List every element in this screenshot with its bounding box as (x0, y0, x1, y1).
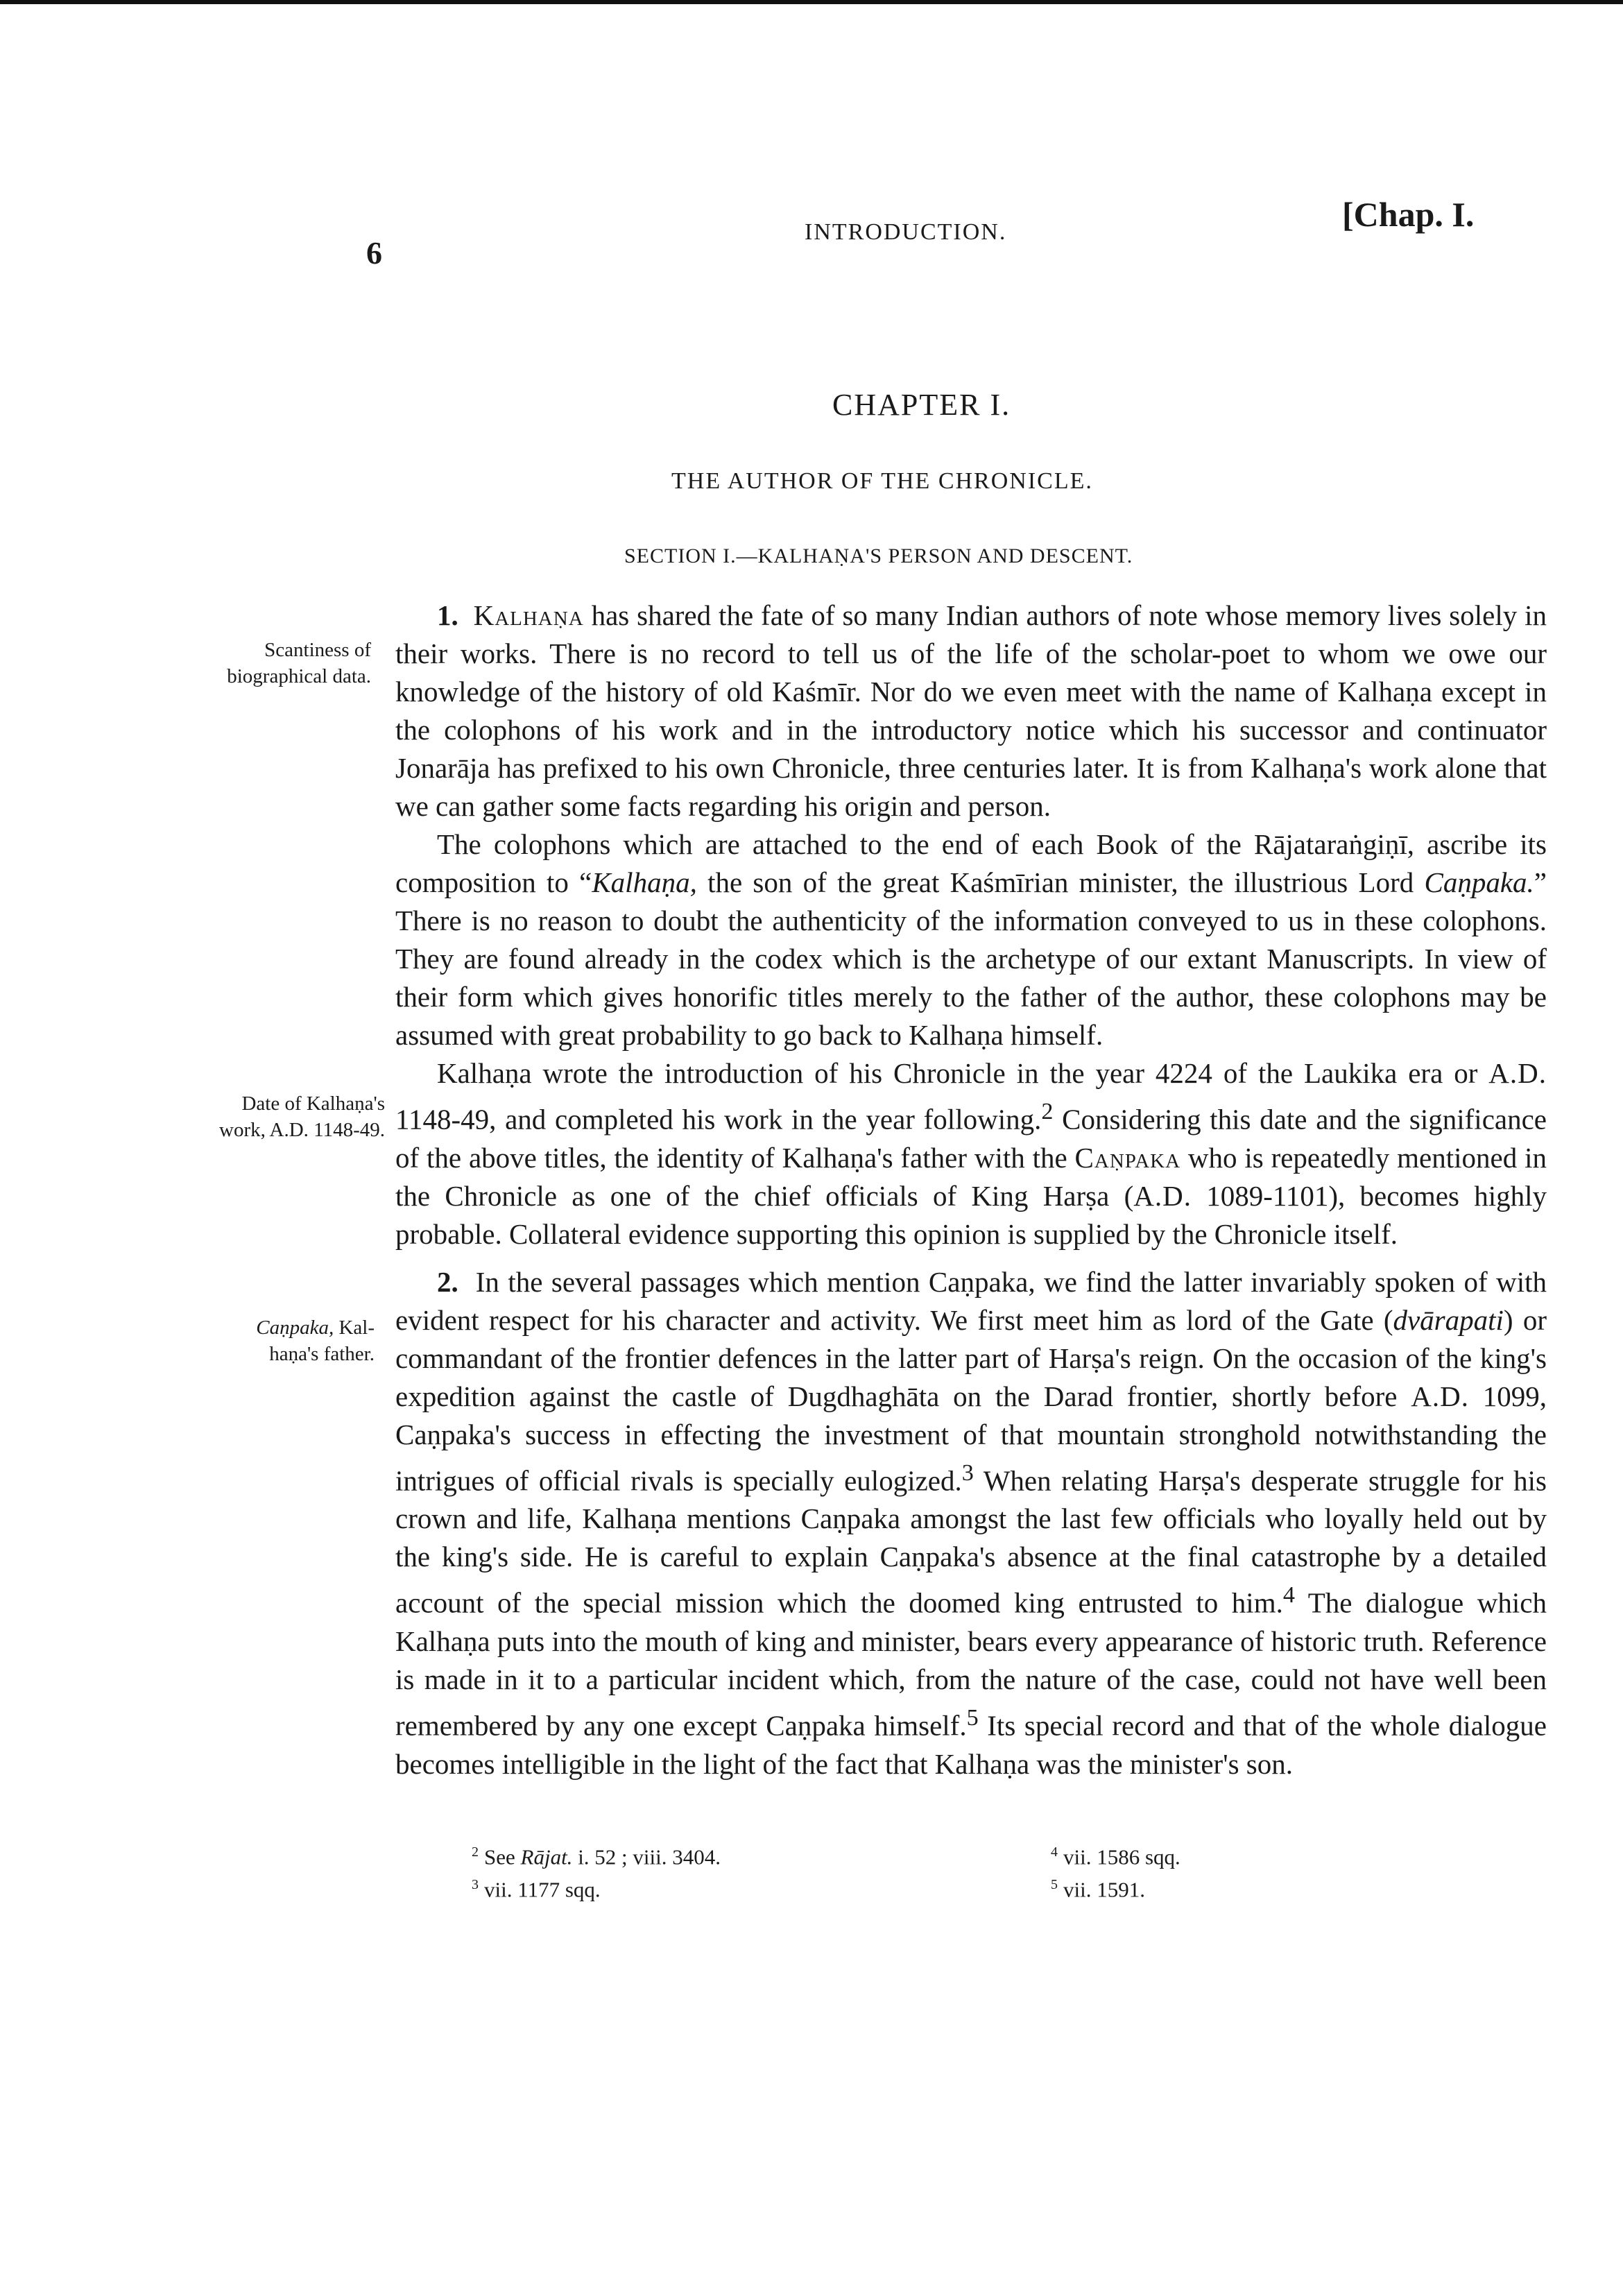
paragraph-text: 1148-49, and completed his work in the year following. (395, 1103, 1042, 1136)
footnote-mark: 3 (472, 1877, 479, 1893)
footnote-mark: 5 (1051, 1877, 1058, 1893)
footnote-ref[interactable]: 5 (966, 1704, 979, 1731)
footnote-mark: 2 (472, 1844, 479, 1860)
footnote (472, 1838, 721, 1871)
era-abbrev: A.D. (1488, 1057, 1547, 1089)
paragraph-text: When relating Harṣa's desperate struggle for his crown and life, Kalhaṇa mentions Caṇpaka amongst the last few officials who loyally held out by the king's side. He is careful to explain Caṇpaka's absence at the final catastrophe by a detailed account of the special mission which the doomed king entrusted to him. (395, 1464, 1547, 1619)
footnote-text: vii. 1586 sqq. (1063, 1844, 1180, 1869)
margin-note-italic: Caṇpaka, (256, 1317, 334, 1339)
chapter-title: THE AUTHOR OF THE CHRONICLE. (671, 468, 1093, 494)
footnotes-left (472, 1838, 721, 1904)
margin-note-date (156, 1090, 385, 1143)
margin-note-line: Scantiness of (264, 639, 371, 661)
paragraph-text: 1089-1101), becomes highly probable. Collateral evidence supporting this opinion is supplied by the Chronicle itself. (395, 1179, 1547, 1250)
section-title: SECTION I.—KALHAṆA'S PERSON AND DESCENT. (624, 545, 1133, 567)
main-text (395, 597, 1547, 1783)
margin-note-line: biographical data. (227, 665, 371, 687)
italic-name: Kalhaṇa, (592, 866, 697, 898)
paragraph-text: ” There is no reason to doubt the authenticity of the information conveyed to us in these colophons. They are found already in the codex which is the archetype of our extant Manuscripts. In view of their form which gives honorific titles merely to the father of the author, these colophons may be assumed with great probability to go back to Kalhaṇa himself. (395, 866, 1547, 1051)
paragraph-text: has shared the fate of so many Indian authors of note whose memory lives solely in their works. There is no record to tell us of the life of the scholar-poet to whom we owe our knowledge of the history of old Kaśmīr. Nor do we even meet with the name of Kalhaṇa except in the colophons of his work and in the introductory notice which his successor and continuator Jonarāja has prefixed to his own Chronicle, three centuries later. It is from Kalhaṇa's work alone that we can gather some facts regarding his origin and person. (395, 599, 1547, 822)
margin-note-line: Date of Kalhaṇa's (241, 1093, 385, 1115)
chapter-heading: CHAPTER I. (832, 388, 1011, 422)
chapter-label: [Chap. I. (1342, 195, 1475, 234)
paragraph-text: Considering this date and the significance of the above titles, the identity of Kalhaṇa's father with the (395, 1103, 1547, 1174)
margin-note-canpaka (146, 1314, 375, 1367)
footnote-ref[interactable]: 2 (1041, 1099, 1054, 1124)
paragraph-text: 1099, Caṇpaka's success in effecting the investment of that mountain stronghold notwithstanding the intrigues of official rivals is specially eulogized. (395, 1380, 1547, 1497)
footnote (1051, 1871, 1180, 1903)
footnote (472, 1871, 721, 1903)
footnote-ref-title: Rājat. (520, 1844, 573, 1869)
author-name-smallcaps: Kalhaṇa (473, 599, 584, 631)
footnote-ref[interactable]: 3 (961, 1459, 974, 1486)
top-border-rule (0, 0, 1623, 4)
paragraph-text: ) or commandant of the frontier defences in the latter part of Harṣa's reign. On the occasion of the king's expedition against the castle of Dugdhaghāta on the Darad frontier, shortly before (395, 1303, 1547, 1412)
paragraph-text: who is repeatedly mentioned in the Chronicle as one of the chief officials of King Harṣa ( (395, 1141, 1547, 1212)
footnote (1051, 1838, 1180, 1871)
footnote-text: i. 52 ; viii. 3404. (572, 1844, 721, 1869)
paragraph-text: Kalhaṇa wrote the introduction of his Chronicle in the year 4224 of the Laukika era or (437, 1057, 1489, 1089)
italic-name: Caṇpaka. (1424, 866, 1534, 898)
footnote-text: vii. 1591. (1063, 1877, 1145, 1902)
paragraph-4 (395, 1263, 1547, 1783)
paragraph-text: In the several passages which mention Caṇpaka, we find the latter invariably spoken of with evident respect for his character and activity. We first meet him as lord of the Gate ( (395, 1265, 1547, 1336)
margin-note-text: Kal- (334, 1317, 375, 1339)
paragraph-number: 2. (437, 1265, 458, 1298)
paragraph-text: Its special record and that of the whole dialogue becomes intelligible in the light of the fact that Kalhaṇa was the minister's son. (395, 1709, 1547, 1780)
paragraph-text: The colophons which are attached to the end of each Book of the Rājataraṅgiṇī, ascribe its composition to “ (395, 828, 1547, 898)
running-title: INTRODUCTION. (805, 219, 1007, 245)
paragraph-text: The dialogue which Kalhaṇa puts into the mouth of king and minister, bears every appearance of historic truth. Reference is made in it to a particular incident which, from the nature of the case, could not have well been remembered by any one except Caṇpaka himself. (395, 1586, 1547, 1742)
paragraph-text: the son of the great Kaśmīrian minister, the illustrious Lord (696, 866, 1425, 898)
margin-note-line: haṇa's father. (269, 1343, 375, 1365)
italic-term: dvārapati (1393, 1303, 1504, 1336)
margin-note-line: work, A.D. 1148-49. (219, 1119, 385, 1141)
paragraph-2 (395, 825, 1547, 1054)
era-abbrev: A.D. (1411, 1380, 1469, 1412)
margin-note-scantiness (142, 637, 371, 689)
footnote-text: See (484, 1844, 521, 1869)
footnote-mark: 4 (1051, 1844, 1058, 1860)
footnote-ref[interactable]: 4 (1282, 1582, 1295, 1609)
paragraph-1 (395, 597, 1547, 825)
footnote-text: vii. 1177 sqq. (484, 1877, 601, 1902)
paragraph-3 (395, 1054, 1547, 1253)
name-smallcaps: Caṇpaka (1074, 1141, 1181, 1174)
era-abbrev: A.D. (1133, 1179, 1192, 1212)
margin-note-line (146, 1314, 375, 1341)
paragraph-number: 1. (437, 599, 458, 631)
page-number: 6 (366, 235, 382, 271)
footnotes-right (1051, 1838, 1180, 1904)
